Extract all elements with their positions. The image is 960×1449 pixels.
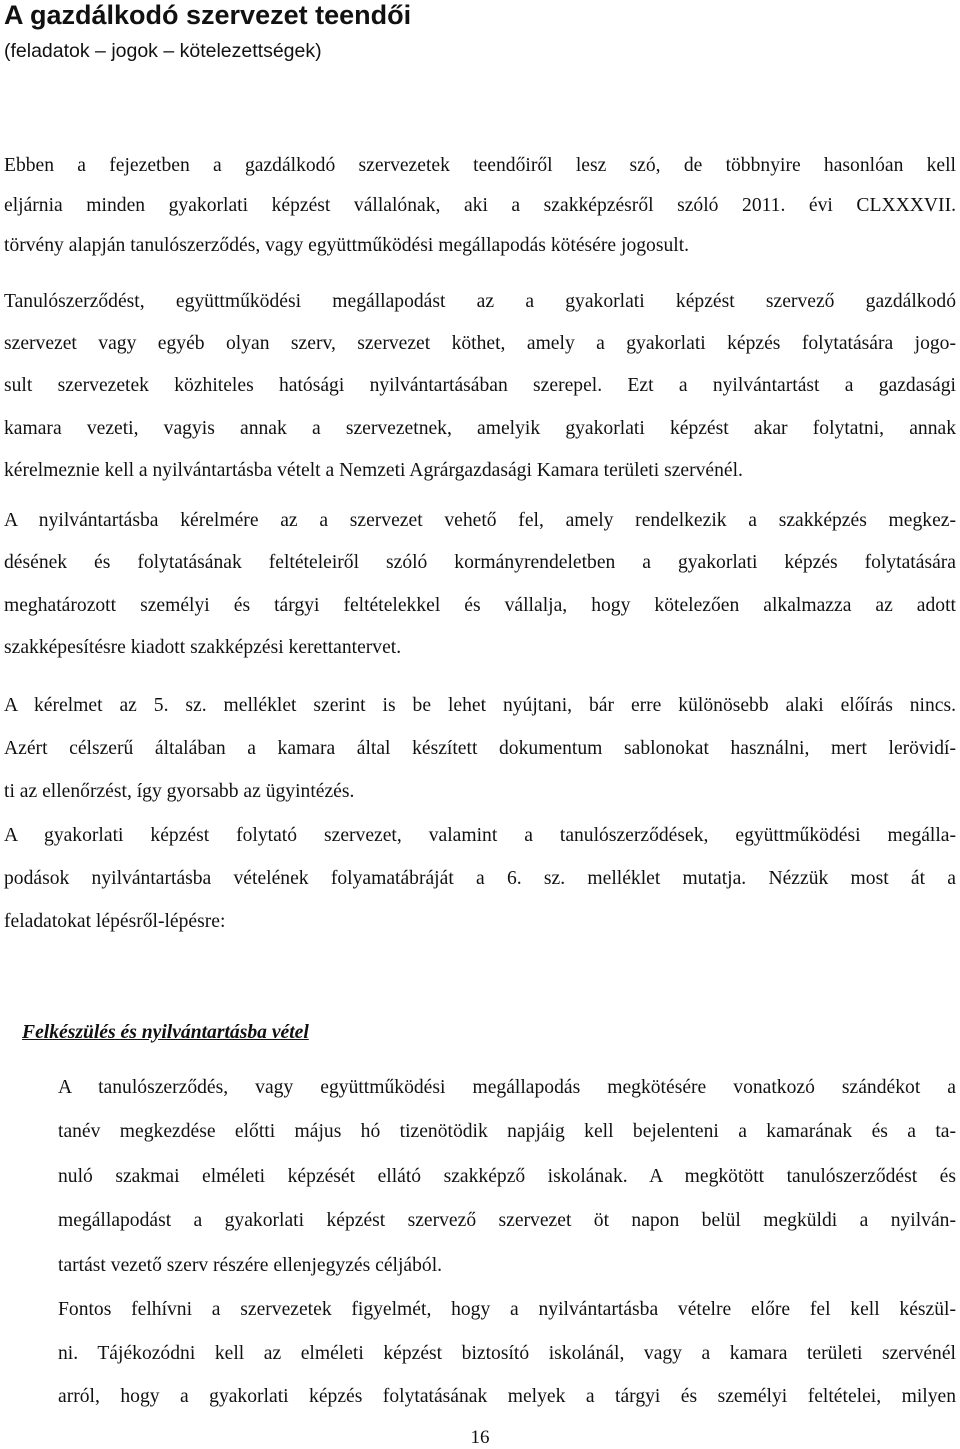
- paragraph-request: [4, 684, 956, 813]
- text-line: törvény alapján tanulószerződés, vagy együttműködési megállapodás kötésére jogosult.: [4, 235, 690, 256]
- text-line: kérelmeznie kell a nyilvántartásba vételt a Nemzeti Agrárgazdasági Kamara területi szervénél.: [4, 459, 743, 481]
- text-line: tartást vezető szerv részére ellenjegyzés céljából.: [58, 1254, 443, 1276]
- text-line: meghatározott személyi és tárgyi feltételekkel és vállalja, hogy kötelezően alkalmazza az adott: [4, 594, 956, 616]
- paragraph-preparation: [58, 1066, 956, 1288]
- text-line: Ebben a fejezetben a gazdálkodó szervezetek teendőiről lesz szó, de többnyire hasonlóan kell: [4, 155, 956, 176]
- paragraph-intro: [4, 146, 956, 266]
- page-title: A gazdálkodó szervezet teendői: [4, 0, 412, 30]
- text-line: megállapodást a gyakorlati képzést szervező szervezet öt napon belül megküldi a nyilván-: [58, 1210, 956, 1232]
- text-line: Tanulószerződést, együttműködési megállapodást az a gyakorlati képzést szervező gazdálkodó: [4, 291, 956, 312]
- page-subtitle: (feladatok – jogok – kötelezettségek): [4, 40, 322, 62]
- text-line: désének és folytatásának feltételeiről szóló kormányrendeletben a gyakorlati képzés folytatására: [4, 552, 956, 574]
- text-line: A tanulószerződés, vagy együttműködési megállapodás megkötésére vonatkozó szándékot a: [58, 1077, 956, 1098]
- text-line: szakképesítésre kiadott szakképzési kerettantervet.: [4, 636, 402, 658]
- text-line: tanév megkezdése előtti május hó tizenötödik napjáig kell bejelenteni a kamarának és a ta-: [58, 1121, 956, 1143]
- section-heading: Felkészülés és nyilvántartásba vétel: [22, 1022, 309, 1043]
- text-line: kamara vezeti, vagyis annak a szervezetnek, amelyik gyakorlati képzést akar folytatni, annak: [4, 417, 956, 439]
- page-number: 16: [470, 1427, 490, 1448]
- text-line: arról, hogy a gyakorlati képzés folytatásának melyek a tárgyi és személyi feltételei, milyen: [58, 1386, 956, 1408]
- text-line: podások nyilvántartásba vételének folyamatábráját a 6. sz. melléklet mutatja. Nézzük most át a: [4, 868, 956, 890]
- text-line: sult szervezetek közhiteles hatósági nyilvántartásában szerepel. Ezt a nyilvántartást a gazdasági: [4, 375, 956, 397]
- text-line: Azért célszerű általában a kamara által készített dokumentum sablonokat használni, mert lerövidí-: [4, 738, 956, 759]
- text-line: ti az ellenőrzést, így gyorsabb az ügyintézés.: [4, 781, 355, 802]
- paragraph-flowchart: [4, 814, 956, 944]
- text-line: A kérelmet az 5. sz. melléklet szerint is be lehet nyújtani, bár erre különösebb alaki előírás nincs.: [4, 695, 956, 716]
- text-line: feladatokat lépésről-lépésre:: [4, 911, 226, 933]
- text-line: szervezet vagy egyéb olyan szerv, szervezet köthet, amely a gyakorlati képzés folytatására jogo-: [4, 333, 956, 355]
- paragraph-registration: [4, 500, 956, 669]
- paragraph-agreement: [4, 281, 956, 492]
- text-line: Fontos felhívni a szervezetek figyelmét, hogy a nyilvántartásba vételre előre fel kell készül-: [58, 1299, 956, 1320]
- text-line: nuló szakmai elméleti képzését ellátó szakképző iskolának. A megkötött tanulószerződést és: [58, 1165, 956, 1187]
- text-line: A nyilvántartásba kérelmére az a szervezet vehető fel, amely rendelkezik a szakképzés megkez-: [4, 510, 956, 531]
- text-line: A gyakorlati képzést folytató szervezet, valamint a tanulószerződések, együttműködési megálla-: [4, 825, 956, 846]
- text-line: ni. Tájékozódni kell az elméleti képzést biztosító iskolánál, vagy a kamara területi szervénél: [58, 1342, 956, 1364]
- text-line: eljárnia minden gyakorlati képzést vállalónak, aki a szakképzésről szóló 2011. évi CLXXXVII.: [4, 195, 956, 216]
- paragraph-notice: [58, 1288, 956, 1419]
